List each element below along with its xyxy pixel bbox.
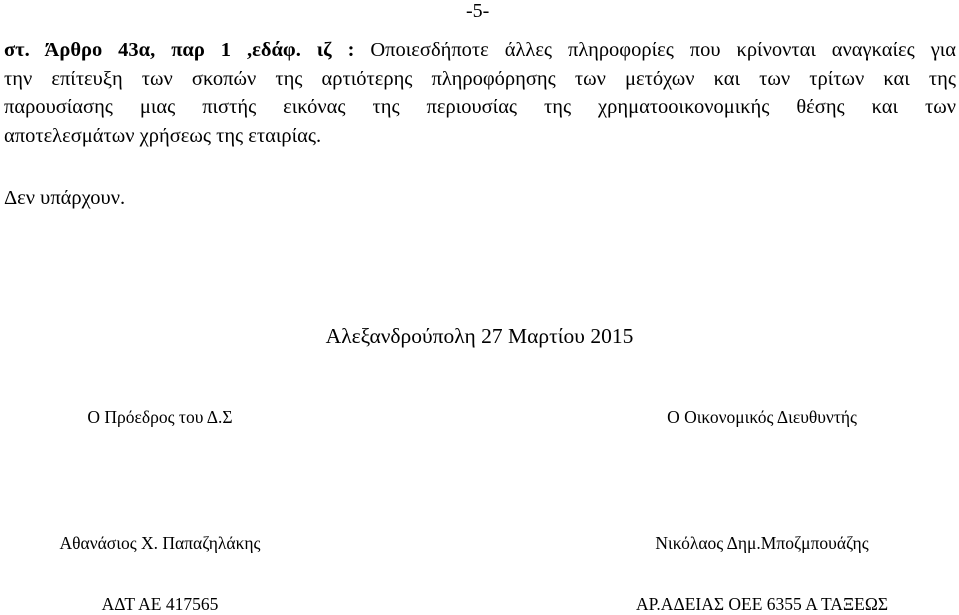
right-signatory-role: Ο Οικονομικός Διευθυντής (667, 407, 857, 427)
paragraph-line-1-text: Οποιεσδήποτε άλλες πληροφορίες που κρίνονται αναγκαίες για (370, 39, 957, 61)
paragraph-line-3: παρουσίασης μιας πιστής εικόνας της περιουσίας της χρηματοοικονομικής θέσης και των (4, 96, 956, 118)
paragraph-line-1 (4, 36, 956, 65)
left-signatory-id: ΑΔΤ ΑΕ 417565 (101, 594, 219, 614)
page-number: -5- (466, 0, 490, 22)
no-items-statement: Δεν υπάρχουν. (4, 187, 126, 209)
left-signatory-role: Ο Πρόεδρος του Δ.Σ (87, 407, 233, 427)
place-and-date: Αλεξανδρούπολη 27 Μαρτίου 2015 (325, 324, 634, 348)
article-paragraph (4, 36, 956, 150)
right-signatory-name: Νικόλαος Δημ.Μποζμπουάζης (655, 533, 869, 553)
left-signatory-name: Αθανάσιος Χ. Παπαζηλάκης (59, 533, 261, 553)
article-reference: στ. Άρθρο 43α, παρ 1 ,εδάφ. ιζ : (4, 39, 355, 61)
right-signatory-license: ΑΡ.ΑΔΕΙΑΣ ΟΕΕ 6355 Α ΤΑΞΕΩΣ (635, 594, 889, 614)
paragraph-line-4: αποτελεσμάτων χρήσεως της εταιρίας. (4, 124, 322, 147)
paragraph-line-2: την επίτευξη των σκοπών της αρτιότερης πληροφόρησης των μετόχων και των τρίτων και της (4, 67, 956, 90)
